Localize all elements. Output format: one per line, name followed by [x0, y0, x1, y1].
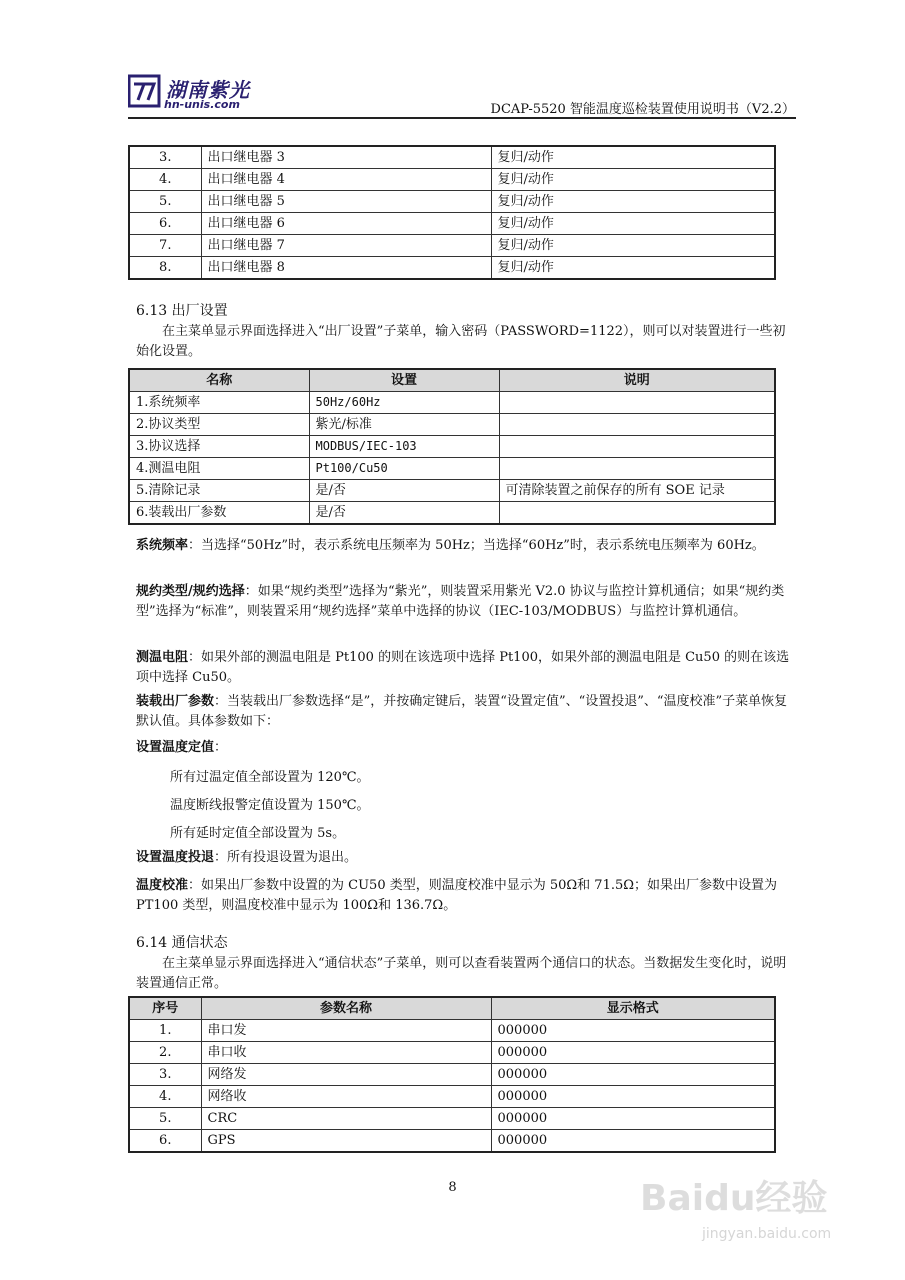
paragraph-system-frequency [136, 536, 796, 556]
setting-description [499, 414, 775, 436]
term-text: ：当选择“50Hz”时，表示系统电压频率为 50Hz；当选择“60Hz”时，表示系统电压频率为 60Hz。 [188, 538, 765, 553]
default-value-line: 温度断线报警定值设置为 150℃。 [170, 798, 370, 813]
display-format: 000000 [491, 1108, 775, 1130]
relay-state: 复归/动作 [491, 169, 775, 191]
setting-value: Pt100/Cu50 [309, 458, 499, 480]
setting-description [499, 502, 775, 525]
display-format: 000000 [491, 1020, 775, 1042]
setting-value: 是/否 [309, 480, 499, 502]
company-logo [128, 74, 258, 114]
param-name: 网络发 [201, 1064, 491, 1086]
row-number: 4. [129, 1086, 201, 1108]
relay-name: 出口继电器 7 [201, 235, 491, 257]
term-label: 装载出厂参数 [136, 694, 215, 709]
table-row [129, 1042, 775, 1064]
section-6-14-intro: 在主菜单显示界面选择进入“通信状态”子菜单，则可以查看装置两个通信口的状态。当数据发生变化时，说明装置通信正常。 [136, 956, 787, 991]
setting-value: 50Hz/60Hz [309, 392, 499, 414]
relay-state: 复归/动作 [491, 213, 775, 235]
term-label: 规约类型/规约选择 [136, 584, 245, 599]
term-text: ：当装载出厂参数选择“是”，并按确定键后，装置“设置定值”、“设置投退”、“温度校准”子菜单恢复默认值。具体参数如下： [136, 694, 788, 729]
logo-domain: hn-unis.com [164, 98, 240, 111]
page-number: 8 [448, 1180, 457, 1195]
setting-description [499, 458, 775, 480]
relay-state: 复归/动作 [491, 257, 775, 280]
baidu-watermark [640, 1170, 860, 1260]
table-row [129, 1020, 775, 1042]
term-text: ：如果“规约类型”选择为“紫光”，则装置采用紫光 V2.0 协议与监控计算机通信；如果“规约类型”选择为“标准”，则装置采用“规约选择”菜单中选择的协议（IEC-103/MODBUS）与监控计算机通信。 [136, 584, 785, 619]
param-name: 网络收 [201, 1086, 491, 1108]
column-header-param: 参数名称 [201, 997, 491, 1020]
table-row [129, 458, 775, 480]
param-name: 串口发 [201, 1020, 491, 1042]
param-name: 串口收 [201, 1042, 491, 1064]
term-text: ：如果出厂参数中设置的为 CU50 类型，则温度校准中显示为 50Ω和 71.5Ω；如果出厂参数中设置为 PT100 类型，则温度校准中显示为 100Ω和 136.7Ω。 [136, 878, 778, 913]
table-row [129, 414, 775, 436]
table-row [129, 1130, 775, 1153]
setting-name: 6.装载出厂参数 [129, 502, 309, 525]
setting-name: 2.协议类型 [129, 414, 309, 436]
paragraph-rtd [136, 648, 796, 688]
section-heading-6-14: 6.14 通信状态 [136, 935, 228, 951]
setting-name: 3.协议选择 [129, 436, 309, 458]
table-header-row [129, 369, 775, 392]
logo-chinese-name: 湖南紫光 [166, 78, 250, 102]
paragraph-load-defaults [136, 692, 796, 732]
default-value-line: 所有过温定值全部设置为 120℃。 [170, 770, 370, 785]
setting-value: 是/否 [309, 502, 499, 525]
relay-state: 复归/动作 [491, 191, 775, 213]
setting-value: MODBUS/IEC-103 [309, 436, 499, 458]
table-row [129, 436, 775, 458]
paragraph-set-values [136, 738, 796, 758]
paragraph-calibration [136, 876, 796, 916]
table-row [129, 1108, 775, 1130]
setting-value: 紫光/标准 [309, 414, 499, 436]
setting-description [499, 436, 775, 458]
term-label: 系统频率 [136, 538, 189, 553]
relay-name: 出口继电器 3 [201, 146, 491, 169]
setting-name: 4.测温电阻 [129, 458, 309, 480]
row-number: 3. [129, 1064, 201, 1086]
table-row [129, 235, 775, 257]
watermark-url: jingyan.baidu.com [702, 1226, 832, 1242]
row-number: 2. [129, 1042, 201, 1064]
relay-name: 出口继电器 8 [201, 257, 491, 280]
section-heading-6-13: 6.13 出厂设置 [136, 303, 228, 319]
table-row [129, 146, 775, 169]
row-number: 7. [129, 235, 201, 257]
table-row [129, 169, 775, 191]
table-row [129, 1086, 775, 1108]
relay-name: 出口继电器 5 [201, 191, 491, 213]
factory-settings-table [128, 368, 776, 525]
row-number: 3. [129, 146, 201, 169]
term-text: ：所有投退设置为退出。 [214, 850, 358, 865]
row-number: 6. [129, 213, 201, 235]
table-row [129, 257, 775, 280]
term-text: ：如果外部的测温电阻是 Pt100 的则在该选项中选择 Pt100，如果外部的测温电阻是 Cu50 的则在该选项中选择 Cu50。 [136, 650, 790, 685]
display-format: 000000 [491, 1064, 775, 1086]
column-header-name: 名称 [129, 369, 309, 392]
document-title: DCAP-5520 智能温度巡检装置使用说明书（V2.2） [490, 102, 795, 117]
param-name: CRC [201, 1108, 491, 1130]
row-number: 5. [129, 191, 201, 213]
relay-state: 复归/动作 [491, 146, 775, 169]
row-number: 5. [129, 1108, 201, 1130]
setting-name: 1.系统频率 [129, 392, 309, 414]
row-number: 6. [129, 1130, 201, 1153]
relay-table [128, 145, 776, 280]
comm-status-table [128, 996, 776, 1153]
logo-mark-icon [128, 74, 162, 110]
row-number: 8. [129, 257, 201, 280]
term-label: 设置温度定值 [136, 740, 215, 755]
term-label: 测温电阻 [136, 650, 189, 665]
table-row [129, 1064, 775, 1086]
header-divider [128, 117, 796, 119]
param-name: GPS [201, 1130, 491, 1153]
relay-name: 出口继电器 4 [201, 169, 491, 191]
table-row [129, 392, 775, 414]
column-header-description: 说明 [499, 369, 775, 392]
term-label: 设置温度投退 [136, 850, 215, 865]
table-row [129, 191, 775, 213]
display-format: 000000 [491, 1130, 775, 1153]
row-number: 4. [129, 169, 201, 191]
default-value-line: 所有延时定值全部设置为 5s。 [170, 826, 346, 841]
relay-name: 出口继电器 6 [201, 213, 491, 235]
setting-name: 5.清除记录 [129, 480, 309, 502]
watermark-brand: Baidu经验 [640, 1178, 828, 1219]
table-header-row [129, 997, 775, 1020]
table-row [129, 213, 775, 235]
relay-state: 复归/动作 [491, 235, 775, 257]
setting-description [499, 392, 775, 414]
column-header-number: 序号 [129, 997, 201, 1020]
column-header-format: 显示格式 [491, 997, 775, 1020]
term-text: ： [214, 740, 228, 755]
column-header-setting: 设置 [309, 369, 499, 392]
section-6-13-intro: 在主菜单显示界面选择进入“出厂设置”子菜单，输入密码（PASSWORD=1122），则可以对装置进行一些初始化设置。 [136, 324, 786, 359]
term-label: 温度校准 [136, 878, 189, 893]
display-format: 000000 [491, 1042, 775, 1064]
table-row [129, 480, 775, 502]
setting-description: 可清除装置之前保存的所有 SOE 记录 [499, 480, 775, 502]
paragraph-set-enable [136, 848, 796, 868]
paragraph-protocol [136, 582, 796, 622]
row-number: 1. [129, 1020, 201, 1042]
table-row [129, 502, 775, 525]
display-format: 000000 [491, 1086, 775, 1108]
